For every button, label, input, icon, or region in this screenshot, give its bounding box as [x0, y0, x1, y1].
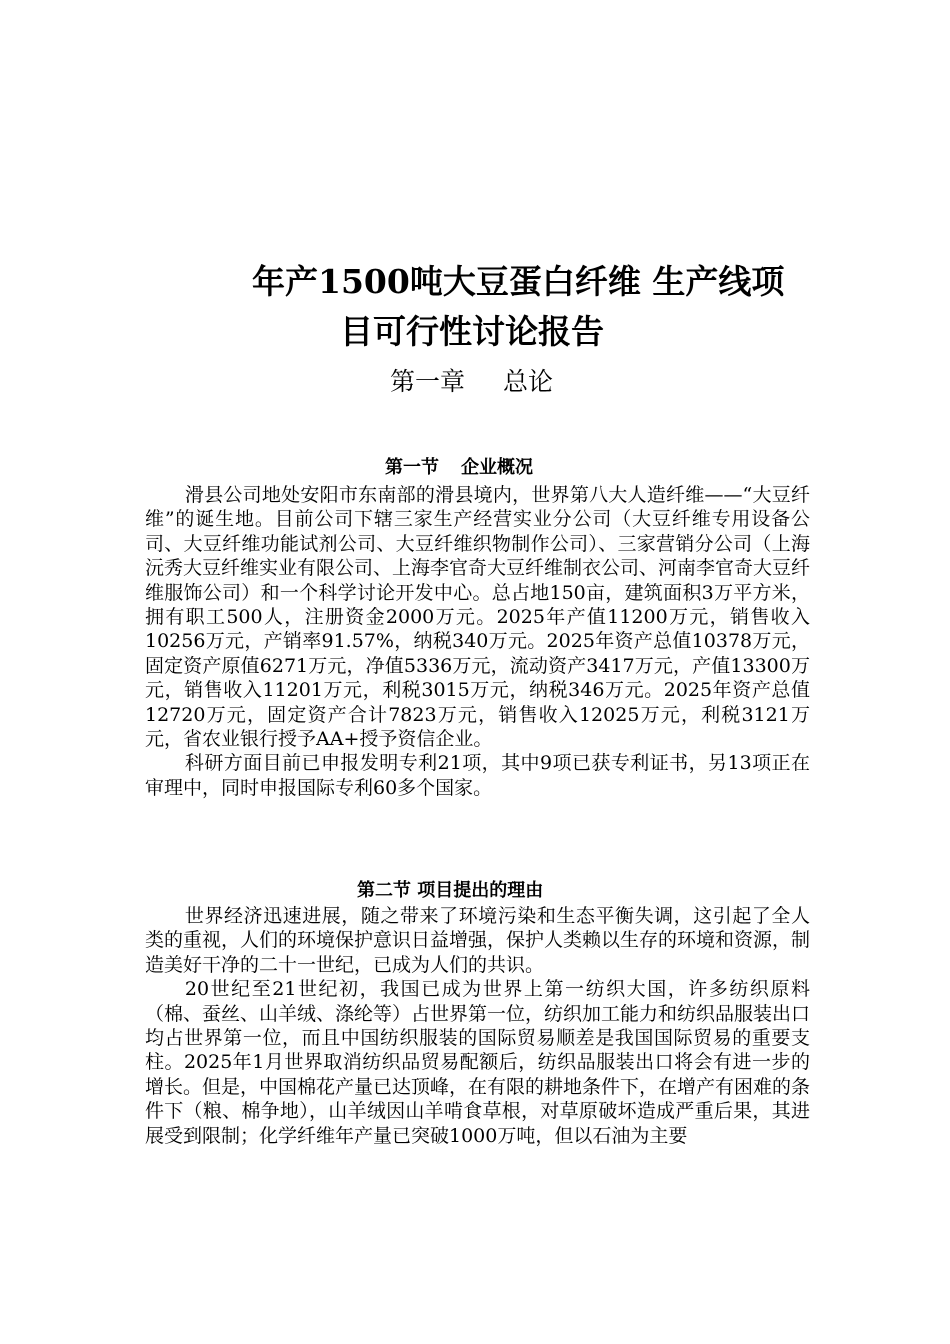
section-1-paragraph-2: 科研方面目前已申报发明专利21项，其中9项已获专利证书，另13项正在审理中，同时申报国际专利60多个国家。 — [145, 752, 810, 799]
section-2-heading: 第二节 项目提出的理由 — [357, 880, 544, 901]
section-1-heading — [385, 456, 533, 480]
document-title-line-1: 年产1500吨大豆蛋白纤维 生产线项 — [252, 262, 785, 301]
document-title-line-2: 目可行性讨论报告 — [340, 312, 604, 351]
chapter-number: 第一章 — [390, 367, 466, 396]
section-2-body — [145, 904, 810, 1148]
section-2-paragraph-1: 世界经济迅速进展，随之带来了环境污染和生态平衡失调，这引起了全人类的重视，人们的环境保护意识日益增强，保护人类赖以生存的环境和资源，制造美好干净的二十一世纪，已成为人们的共识。 — [145, 905, 811, 976]
section-1-paragraph-1: 滑县公司地处安阳市东南部的滑县境内，世界第八大人造纤维——“大豆纤维”的诞生地。目前公司下辖三家生产经营实业分公司（大豆纤维专用设备公司、大豆纤维功能试剂公司、大豆纤维织物制作公司）、三家营销分公司（上海沅秀大豆纤维实业有限公司、上海李官奇大豆纤维制衣公司、河南李官奇大豆纤维服饰公司）和一个科学讨论开发中心。总占地150亩，建筑面积3万平方米，拥有职工500人，注册资金2000万元。2025年产值11200万元，销售收入10256万元，产销率91.57%，纳税340万元。2025年资产总值10378万元，固定资产原值6271万元，净值5336万元，流动资产3417万元，产值13300万元，销售收入11201万元，利税3015万元，纳税346万元。2025年资产总值12720万元，固定资产合计7823万元，销售收入12025万元，利税3121万元，省农业银行授予AA+授予资信企业。 — [145, 484, 811, 751]
chapter-heading — [390, 366, 553, 398]
section-2-paragraph-2: 20世纪至21世纪初，我国已成为世界上第一纺织大国，许多纺织原料（棉、蚕丝、山羊绒、涤纶等）占世界第一位，纺织加工能力和纺织品服装出口均占世界第一位，而且中国纺织服装的国际贸易顺差是我国国际贸易的重要支柱。2025年1月世界取消纺织品贸易配额后，纺织品服装出口将会有进一步的增长。但是，中国棉花产量已达顶峰，在有限的耕地条件下，在增产有困难的条件下（粮、棉争地），山羊绒因山羊啃食草根，对草原破坏造成严重后果，其进展受到限制；化学纤维年产量已突破1000万吨，但以石油为主要 — [145, 978, 811, 1147]
section-1-body — [145, 483, 810, 800]
chapter-name: 总论 — [503, 367, 554, 396]
section-1-number: 第一节 — [385, 457, 439, 478]
section-1-name: 企业概况 — [461, 457, 533, 478]
